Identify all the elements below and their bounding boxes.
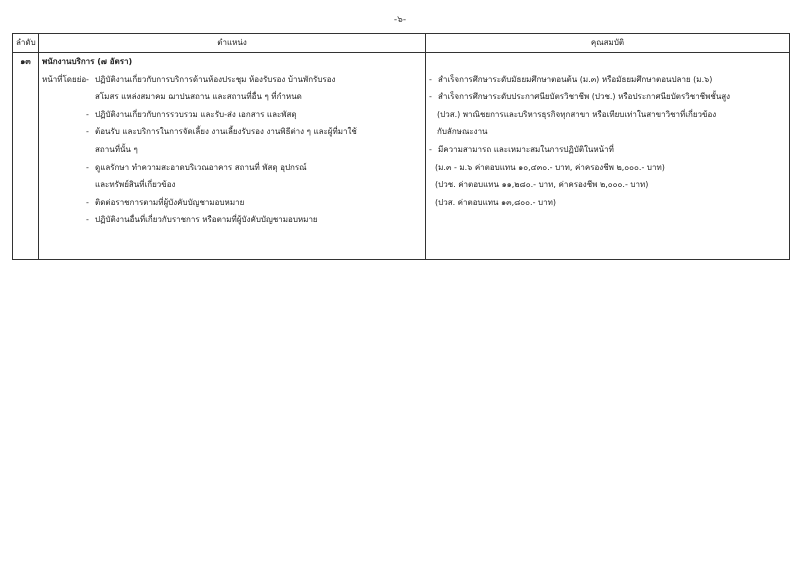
compensation-line: (ปวช. ค่าตอบแทน ๑๑,๒๘๐.- บาท, ค่าครองชีพ ๒,๐๐๐.- บาท): [435, 180, 649, 190]
qualifications-cell: [426, 53, 790, 260]
position-title: พนักงานบริการ (๗ อัตรา): [42, 57, 133, 66]
duties-list: [86, 71, 422, 229]
duty-item: - ปฏิบัติงานอื่นที่เกี่ยวกับราชการ หรือตามที่ผู้บังคับบัญชามอบหมาย: [86, 215, 318, 225]
duty-item: - ติดต่อราชการตามที่ผู้บังคับบัญชามอบหมาย: [86, 197, 245, 207]
duty-item: - ปฏิบัติงานเกี่ยวกับการรวบรวม และรับ-ส่ง เอกสาร และพัสดุ: [86, 109, 297, 119]
duty-item: - ปฏิบัติงานเกี่ยวกับการบริการด้านห้องประชุม ห้องรับรอง บ้านพักรับรอง สโมสร แหล่งสมาคม ฌาปนสถาน และสถานที่อื่น ๆ ที่กำหนด: [86, 74, 336, 102]
position-cell: [39, 53, 426, 260]
table-header-row: [13, 34, 790, 53]
header-qualifications: คุณสมบัติ: [426, 34, 790, 53]
header-position: ตำแหน่ง: [39, 34, 426, 53]
table-row: [13, 53, 790, 260]
duty-item: - ดูแลรักษา ทำความสะอาดบริเวณอาคาร สถานที่ พัสดุ อุปกรณ์ และทรัพย์สินที่เกี่ยวข้อง: [86, 162, 307, 190]
header-order: ลำดับ: [13, 34, 39, 53]
duty-item: - ต้อนรับ และบริการในการจัดเลี้ยง งานเลี้ยงรับรอง งานพิธีต่าง ๆ และผู้ที่มาใช้ สถานที่นั้น ๆ: [86, 127, 357, 154]
row-number: ๑๓: [13, 53, 39, 260]
qualification-item: - สำเร็จการศึกษาระดับมัธยมศึกษาตอนต้น (ม.๓) หรือมัธยมศึกษาตอนปลาย (ม.๖): [429, 74, 713, 84]
qualification-item: - มีความสามารถ และเหมาะสมในการปฏิบัติในหน้าที่: [429, 144, 614, 154]
compensation-line: (ม.๓ - ม.๖ ค่าตอบแทน ๑๐,๔๓๐.- บาท, ค่าครองชีพ ๒,๐๐๐.- บาท): [435, 162, 665, 172]
job-positions-table: [12, 33, 790, 260]
duties-block: [42, 71, 422, 229]
compensation-line: (ปวส. ค่าตอบแทน ๑๓,๘๐๐.- บาท): [435, 197, 556, 207]
duties-label: หน้าที่โดยย่อ: [42, 74, 87, 84]
page-number: -๖-: [393, 15, 407, 25]
qualification-item: - สำเร็จการศึกษาระดับประกาศนียบัตรวิชาชีพ (ปวช.) หรือประกาศนียบัตรวิชาชีพชั้นสูง (ปวส.) พาณิชยการและบริหารธุรกิจทุกสาขา หรือเทียบเท่าในสาขาวิชาที่เกี่ยวข้อง กับลักษณะงาน: [429, 92, 731, 137]
